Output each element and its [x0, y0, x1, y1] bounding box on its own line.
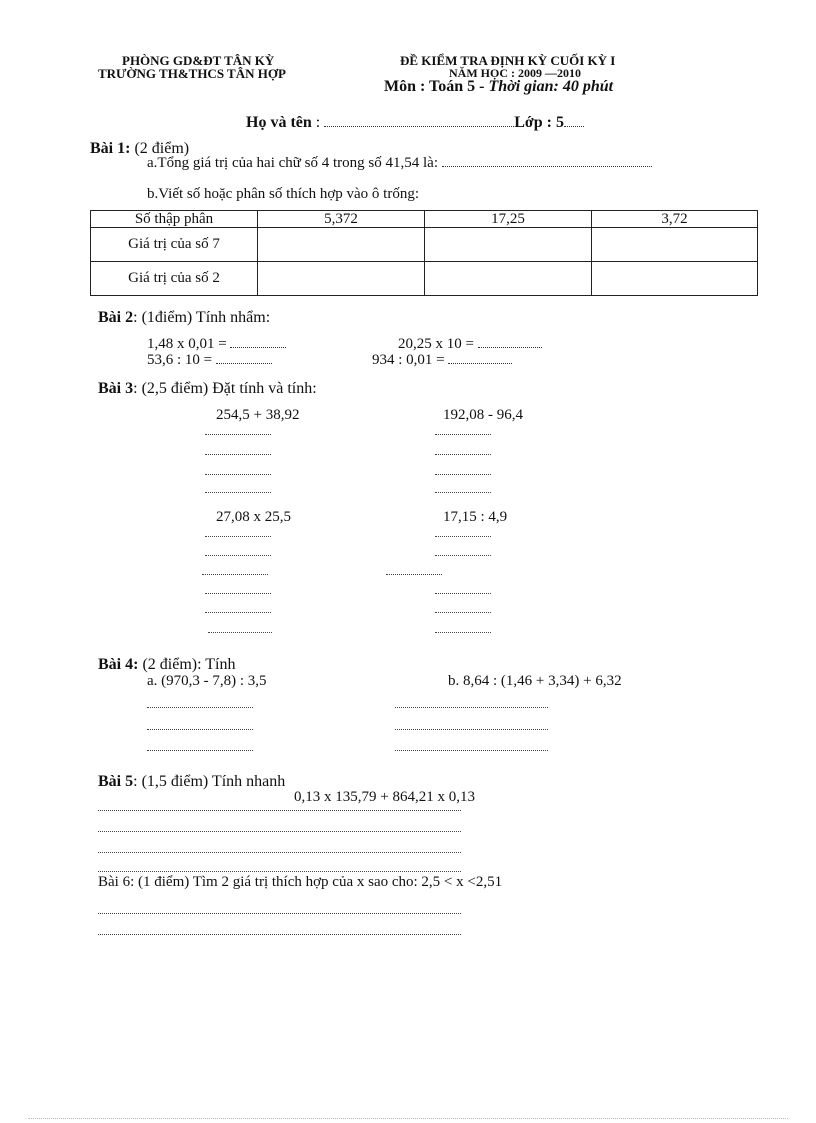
bai4-heading [98, 656, 235, 674]
bai1-table [90, 210, 758, 296]
answer-blank[interactable] [230, 337, 286, 348]
subject-line [384, 78, 613, 96]
table-answer-cell[interactable] [425, 262, 592, 296]
table-answer-cell[interactable] [592, 262, 758, 296]
work-line[interactable] [395, 750, 548, 751]
answer-blank[interactable] [448, 353, 512, 364]
bai5-heading [98, 773, 285, 791]
bai4-b: b. 8,64 : (1,46 + 3,34) + 6,32 [448, 673, 622, 689]
work-line[interactable] [435, 612, 491, 613]
bai3-problem-2: 192,08 - 96,4 [443, 407, 523, 423]
table-row-label: Giá trị của số 2 [91, 262, 258, 296]
school-year: NĂM HỌC : 2009 —2010 [449, 66, 581, 80]
bai2-expr-3 [147, 352, 272, 369]
bai2-heading [98, 309, 270, 327]
bai2-e3: 53,6 : 10 = [147, 352, 213, 368]
work-line[interactable] [98, 852, 461, 853]
work-line[interactable] [98, 831, 461, 832]
work-line[interactable] [435, 474, 491, 475]
bai2-e4: 934 : 0,01 = [372, 352, 445, 368]
bai6-text: Bài 6: (1 điểm) Tìm 2 giá trị thích hợp của x sao cho: 2,5 < x <2,51 [98, 874, 503, 890]
bai2-expr-2 [398, 336, 542, 353]
work-line[interactable] [147, 707, 253, 708]
bai1-question-b: b.Viết số hoặc phân số thích hợp vào ô trống: [147, 186, 419, 202]
work-line[interactable] [205, 474, 271, 475]
name-label: Họ và tên [246, 114, 312, 131]
bai3-problem-1: 254,5 + 38,92 [216, 407, 300, 423]
bai4-title: Bài 4: [98, 656, 139, 673]
work-line[interactable] [98, 913, 461, 914]
work-line[interactable] [435, 454, 491, 455]
exam-title: ĐỀ KIỂM TRA ĐỊNH KỲ CUỐI KỲ I [400, 53, 616, 68]
bai3-problem-4: 17,15 : 4,9 [443, 509, 508, 525]
bai2-e1: 1,48 x 0,01 = [147, 336, 227, 352]
bai1-a-text: a.Tổng giá trị của hai chữ số 4 trong số 41,54 là: [147, 155, 438, 171]
work-line[interactable] [435, 555, 491, 556]
bai2-title: Bài 2 [98, 309, 134, 326]
work-line[interactable] [205, 593, 271, 594]
work-line[interactable] [147, 750, 253, 751]
work-line[interactable] [205, 612, 271, 613]
bai3-heading [98, 380, 317, 398]
work-line[interactable] [208, 632, 272, 633]
bai3-title: Bài 3 [98, 380, 134, 397]
work-line[interactable] [202, 574, 268, 575]
class-label: Lớp : 5 [514, 114, 564, 131]
work-line[interactable] [205, 536, 271, 537]
table-answer-cell[interactable] [258, 262, 425, 296]
work-line[interactable] [205, 454, 271, 455]
school-department: PHÒNG GD&ĐT TÂN KỲ [122, 53, 275, 68]
bai1-title: Bài 1: [90, 140, 131, 157]
work-line[interactable] [435, 593, 491, 594]
work-line[interactable] [395, 729, 548, 730]
table-answer-cell[interactable] [425, 228, 592, 262]
answer-blank[interactable] [216, 353, 272, 364]
bai1-question-a [147, 155, 652, 172]
table-answer-cell[interactable] [592, 228, 758, 262]
bai3-points: : (2,5 điểm) Đặt tính và tính: [133, 380, 317, 397]
student-line [246, 114, 584, 132]
work-line[interactable] [435, 536, 491, 537]
table-row [91, 262, 758, 296]
bai5-title: Bài 5 [98, 773, 134, 790]
answer-blank[interactable] [478, 337, 542, 348]
bai2-e2: 20,25 x 10 = [398, 336, 474, 352]
work-line[interactable] [98, 934, 461, 935]
bai5-expression: 0,13 x 135,79 + 864,21 x 0,13 [294, 789, 475, 805]
page-bottom-border [28, 1118, 788, 1119]
bai3-problem-3: 27,08 x 25,5 [216, 509, 291, 525]
bai5-points: : (1,5 điểm) Tính nhanh [133, 773, 286, 790]
name-colon: : [311, 114, 321, 131]
bai2-expr-4 [372, 352, 512, 369]
table-row [91, 228, 758, 262]
time-label: Thời gian: 40 phút [488, 78, 614, 95]
bai4-a: a. (970,3 - 7,8) : 3,5 [147, 673, 267, 689]
work-line[interactable] [98, 871, 461, 872]
work-line[interactable] [435, 434, 491, 435]
bai1-points: (2 điểm) [130, 140, 190, 157]
work-line[interactable] [205, 492, 271, 493]
bai2-expr-1 [147, 336, 286, 353]
table-answer-cell[interactable] [258, 228, 425, 262]
work-line[interactable] [205, 555, 271, 556]
work-line[interactable] [395, 707, 548, 708]
table-row-label: Giá trị của số 7 [91, 228, 258, 262]
school-name: TRƯỜNG TH&THCS TÂN HỢP [98, 66, 286, 81]
table-cell: 17,25 [425, 211, 592, 228]
bai4-points: (2 điểm): Tính [138, 656, 236, 673]
work-line[interactable] [386, 574, 442, 575]
table-cell: 3,72 [592, 211, 758, 228]
work-line[interactable] [147, 729, 253, 730]
work-line[interactable] [205, 434, 271, 435]
bai1-a-answer[interactable] [442, 156, 652, 167]
table-header-row [91, 211, 758, 228]
work-line[interactable] [435, 632, 491, 633]
table-cell: 5,372 [258, 211, 425, 228]
work-line[interactable] [98, 810, 461, 811]
class-field[interactable] [564, 116, 584, 127]
subject-label: Môn : Toán 5 - [384, 78, 489, 95]
bai2-points: : (1điểm) Tính nhẩm: [133, 309, 271, 326]
work-line[interactable] [435, 492, 491, 493]
name-field[interactable] [324, 116, 514, 127]
table-cell: Số thập phân [91, 211, 258, 228]
